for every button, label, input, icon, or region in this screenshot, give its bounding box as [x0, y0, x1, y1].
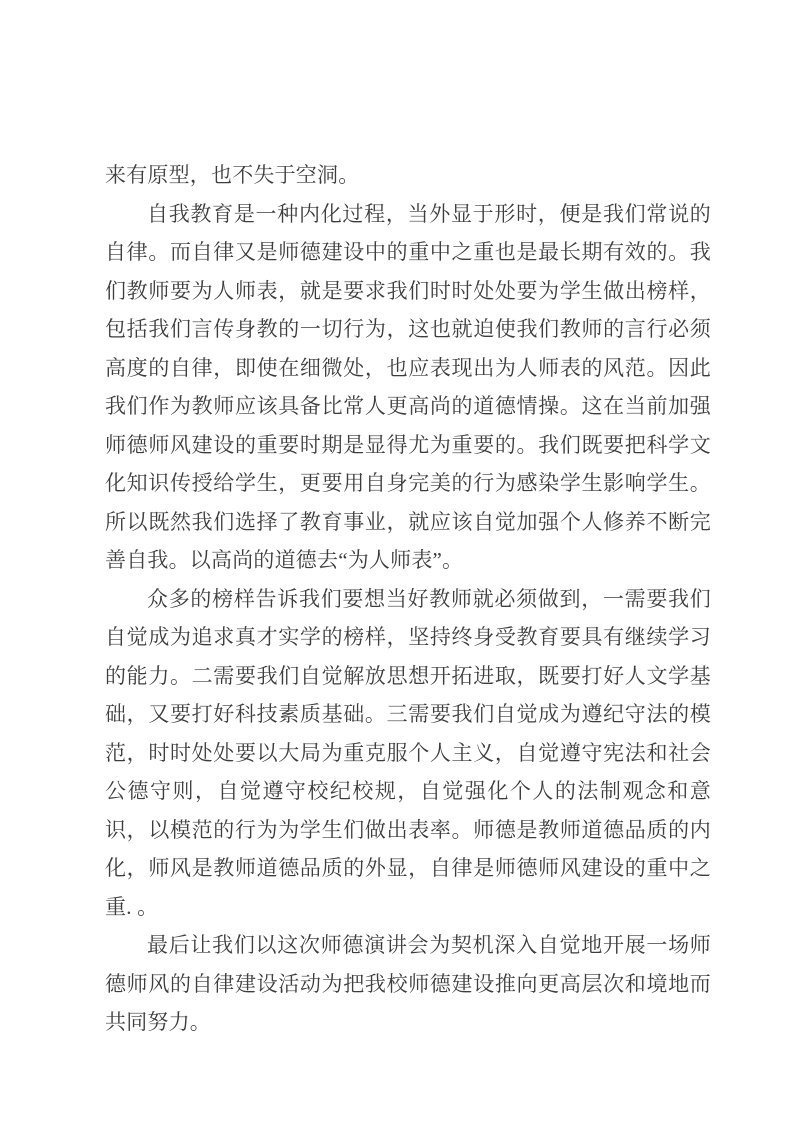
paragraph-role-models: 众多的榜样告诉我们要想当好教师就必须做到，一需要我们自觉成为追求真才实学的榜样，坚持终身受教育要具有继续学习的能力。二需要我们自觉解放思想开拓进取，既要打好人文学基础，又要打好科技素质基础。三需要我们自觉成为遵纪守法的模范，时时处处要以大局为重克服个人主义，自觉遵守宪法和社会公德守则，自觉遵守校纪校规，自觉强化个人的法制观念和意识，以模范的行为为学生们做出表率。师德是教师道德品质的内化，师风是教师道德品质的外显，自律是师德师风建设的重中之重. 。 — [105, 586, 711, 919]
paragraph-self-education: 自我教育是一种内化过程，当外显于形时，便是我们常说的自律。而自律又是师德建设中的重中之重也是最长期有效的。我们教师要为人师表，就是要求我们时时处处要为学生做出榜样，包括我们言传身教的一切行为，这也就迫使我们教师的言行必须高度的自律，即使在细微处，也应表现出为人师表的风范。因此我们作为教师应该具备比常人更高尚的道德情操。这在当前加强师德师风建设的重要时期是显得尤为重要的。我们既要把科学文化知识传授给学生，更要用自身完美的行为感染学生影响学生。所以既然我们选择了教育事业，就应该自觉加强个人修养不断完善自我。以高尚的道德去“为人师表”。 — [105, 201, 711, 572]
document-page — [105, 156, 711, 1042]
paragraph-conclusion: 最后让我们以这次师德演讲会为契机深入自觉地开展一场师德师风的自律建设活动为把我校师德建设推向更高层次和境地而共同努力。 — [105, 933, 711, 1034]
paragraph-continuation: 来有原型，也不失于空洞。 — [105, 163, 360, 187]
